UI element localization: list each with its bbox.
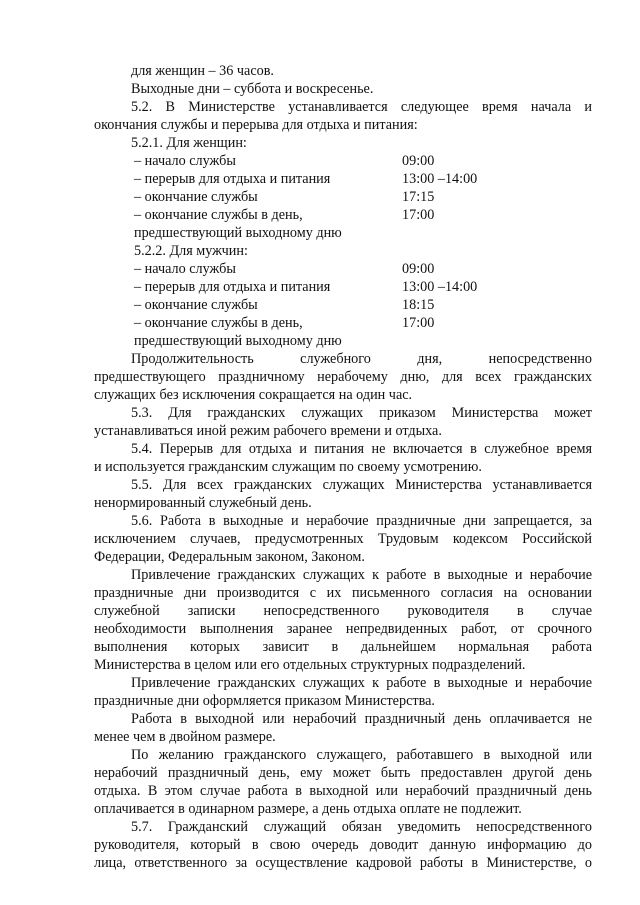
text-line: для женщин – 36 часов. (131, 63, 274, 79)
text-line: Выходные дни – суббота и воскресенье. (131, 81, 374, 97)
paragraph-line: Привлечение гражданских служащих к работе в выходные и нерабочие (131, 675, 592, 691)
paragraph-5-7-line: руководителя, который в свою очередь доводит данную информацию до (94, 837, 592, 853)
schedule-label: – начало службы (134, 261, 236, 277)
subheading-women: 5.2.1. Для женщин: (131, 135, 247, 151)
schedule-label: – окончание службы в день, (134, 207, 303, 223)
schedule-value: 09:00 (402, 261, 435, 277)
schedule-value: 17:00 (402, 207, 435, 223)
paragraph-5-6-line: Федерации, Федеральным законом, Законом. (94, 549, 365, 565)
paragraph-5-7-line: лица, ответственного за осуществление кадровой работы в Министерстве, о (94, 855, 592, 871)
paragraph-5-3-line: устанавливаться иной режим рабочего времени и отдыха. (94, 423, 442, 439)
schedule-value: 17:15 (402, 189, 435, 205)
schedule-value: 09:00 (402, 153, 435, 169)
paragraph-5-5-line: 5.5. Для всех гражданских служащих Министерства устанавливается (131, 477, 592, 493)
subheading-men: 5.2.2. Для мужчин: (134, 243, 248, 259)
schedule-label: – окончание службы (134, 297, 258, 313)
paragraph-5-2-line: окончания службы и перерыва для отдыха и питания: (94, 117, 418, 133)
schedule-label: – окончание службы в день, (134, 315, 303, 331)
schedule-value: 13:00 –14:00 (402, 279, 478, 295)
schedule-label: – перерыв для отдыха и питания (134, 171, 331, 187)
schedule-value: 18:15 (402, 297, 435, 313)
paragraph-line: Работа в выходной или нерабочий праздничный день оплачивается не (131, 711, 592, 727)
paragraph-5-5-line: ненормированный служебный день. (94, 495, 312, 511)
paragraph-line: предшествующего праздничному нерабочему дню, для всех гражданских (94, 369, 592, 385)
paragraph-line: служащих без исключения сокращается на один час. (94, 387, 413, 403)
paragraph-line: По желанию гражданского служащего, работавшего в выходной или (131, 747, 592, 763)
paragraph-5-6-line: исключением случаев, предусмотренных Трудовым кодексом Российской (94, 531, 592, 547)
schedule-value: 17:00 (402, 315, 435, 331)
paragraph-line: отдыха. В этом случае работа в выходной или нерабочий праздничный день (94, 783, 592, 799)
paragraph-line: выполнения которых зависит в дальнейшем нормальная работа (94, 639, 592, 655)
schedule-label: – начало службы (134, 153, 236, 169)
paragraph-line: оплачивается в одинарном размере, а день отдыха оплате не подлежит. (94, 801, 522, 817)
schedule-label: – перерыв для отдыха и питания (134, 279, 331, 295)
paragraph-line: Привлечение гражданских служащих к работе в выходные и нерабочие (131, 567, 592, 583)
paragraph-line: праздничные дни оформляется приказом Министерства. (94, 693, 435, 709)
paragraph-line: Министерства в целом или его отдельных структурных подразделений. (94, 657, 526, 673)
paragraph-line: менее чем в двойном размере. (94, 729, 276, 745)
paragraph-5-4-line: 5.4. Перерыв для отдыха и питания не включается в служебное время (131, 441, 592, 457)
schedule-value: 13:00 –14:00 (402, 171, 478, 187)
paragraph-line: нерабочий праздничный день, ему может быть предоставлен другой день (94, 765, 592, 781)
paragraph-line: служебной записки непосредственного руководителя в случае (94, 603, 592, 619)
paragraph-5-3-line: 5.3. Для гражданских служащих приказом Министерства может (131, 405, 592, 421)
schedule-label: – окончание службы (134, 189, 258, 205)
paragraph-5-4-line: и используется гражданским служащим по своему усмотрению. (94, 459, 482, 475)
paragraph-line: необходимости выполнения заранее непредвиденных работ, от срочного (94, 621, 592, 637)
schedule-label: предшествующий выходному дню (134, 333, 342, 349)
paragraph-5-6-line: 5.6. Работа в выходные и нерабочие праздничные дни запрещается, за (131, 513, 592, 529)
paragraph-5-2-line: 5.2. В Министерстве устанавливается следующее время начала и (131, 99, 592, 115)
paragraph-5-7-line: 5.7. Гражданский служащий обязан уведомить непосредственного (131, 819, 592, 835)
paragraph-line: праздничные дни производится с их письменного согласия на основании (94, 585, 592, 601)
paragraph-line: Продолжительность служебного дня, непосредственно (131, 351, 592, 367)
schedule-label: предшествующий выходному дню (134, 225, 342, 241)
